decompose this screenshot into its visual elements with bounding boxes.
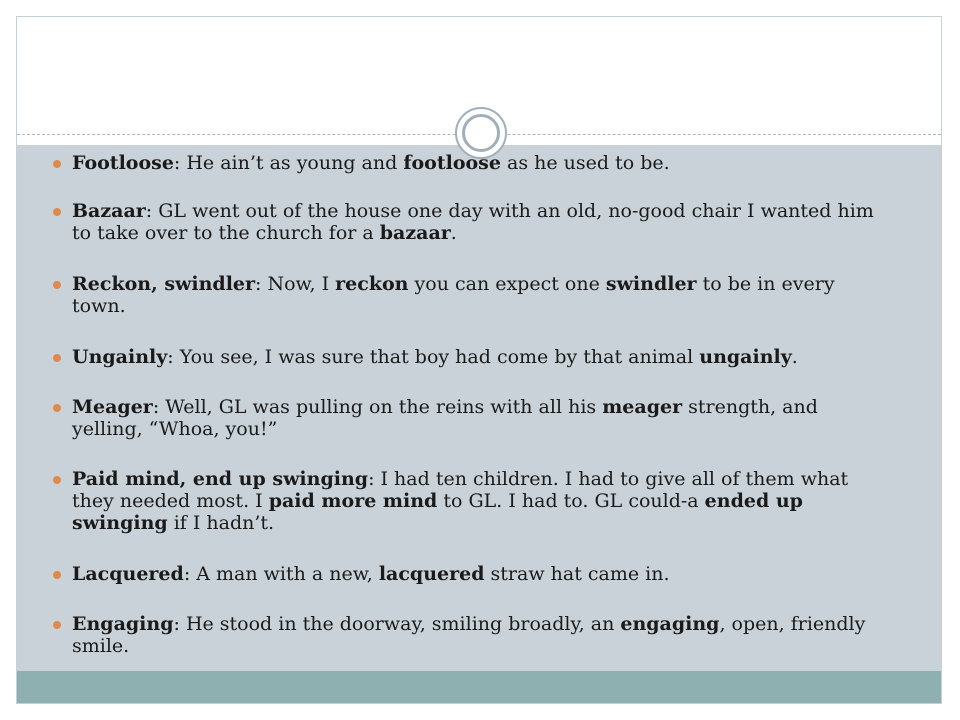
vocab-sentence-text: , open, friendly smile. xyxy=(72,613,866,657)
vocab-sentence-text: as he used to be. xyxy=(500,152,670,174)
vocab-term: Footloose xyxy=(72,152,174,174)
vocab-sentence-text: if I hadn’t. xyxy=(167,512,275,534)
vocab-sentence-text: : GL went out of the house one day with an old, no-good chair I wanted him to take over to the church for a xyxy=(72,200,874,244)
vocab-sentence-text: . xyxy=(450,222,457,244)
bullet-dot xyxy=(53,354,61,362)
vocab-term: Bazaar xyxy=(72,200,146,222)
vocab-term: engaging xyxy=(620,613,720,635)
vocab-sentence-text: : I had ten children. I had to give all of them what they needed most. I xyxy=(72,468,849,512)
vocab-term: bazaar xyxy=(379,222,451,244)
vocab-term: meager xyxy=(602,396,683,418)
vocab-sentence-text: : Now, I xyxy=(255,273,336,295)
vocab-term: footloose xyxy=(403,152,501,174)
vocab-term: Ungainly xyxy=(72,346,168,368)
vocab-text xyxy=(72,273,835,317)
vocab-sentence-text: to GL. I had to. GL could-a xyxy=(437,490,705,512)
vocab-item xyxy=(54,613,874,657)
vocab-term: Engaging xyxy=(72,613,174,635)
vocab-sentence-text: straw hat came in. xyxy=(484,563,670,585)
vocab-sentence-text: . xyxy=(791,346,798,368)
vocab-item xyxy=(54,396,874,440)
vocab-item xyxy=(54,152,874,174)
vocab-text xyxy=(72,346,798,368)
vocab-item xyxy=(54,200,874,244)
vocab-item xyxy=(54,346,874,368)
vocab-sentence-text: strength, and yelling, “Whoa, you!” xyxy=(72,396,818,440)
vocab-item xyxy=(54,468,874,534)
bullet-dot xyxy=(53,160,61,168)
vocab-term: Lacquered xyxy=(72,563,184,585)
vocab-sentence-text: : You see, I was sure that boy had come by that animal xyxy=(167,346,700,368)
vocab-term: Meager xyxy=(72,396,153,418)
vocab-text xyxy=(72,613,865,657)
bullet-dot xyxy=(53,571,61,579)
vocab-text xyxy=(72,200,874,244)
footer-band xyxy=(17,671,941,704)
vocab-term: lacquered xyxy=(378,563,485,585)
vocab-term: reckon xyxy=(335,273,409,295)
bullet-dot xyxy=(53,621,61,629)
bullet-dot xyxy=(53,476,61,484)
vocab-item xyxy=(54,563,874,585)
vocab-sentence-text: to be in every town. xyxy=(72,273,835,317)
vocab-term: Paid mind, end up swinging xyxy=(72,468,369,490)
vocab-term: ungainly xyxy=(699,346,792,368)
vocab-sentence-text: : A man with a new, xyxy=(183,563,379,585)
vocab-term: ended up swinging xyxy=(72,490,803,534)
vocab-term: Reckon, swindler xyxy=(72,273,256,295)
inner-circle xyxy=(462,114,500,152)
vocabulary-list xyxy=(54,152,874,657)
vocab-text xyxy=(72,563,670,585)
bullet-dot xyxy=(53,281,61,289)
vocab-text xyxy=(72,152,670,174)
vocab-term: paid more mind xyxy=(268,490,438,512)
vocab-term: swindler xyxy=(605,273,697,295)
vocab-text xyxy=(72,396,818,440)
vocab-sentence-text: you can expect one xyxy=(408,273,606,295)
vocab-text xyxy=(72,468,848,534)
bullet-dot xyxy=(53,404,61,412)
bullet-dot xyxy=(53,208,61,216)
vocab-sentence-text: : He stood in the doorway, smiling broadly, an xyxy=(173,613,621,635)
vocab-sentence-text: : He ain’t as young and xyxy=(173,152,404,174)
vocab-sentence-text: : Well, GL was pulling on the reins with all his xyxy=(152,396,603,418)
vocab-item xyxy=(54,273,874,317)
